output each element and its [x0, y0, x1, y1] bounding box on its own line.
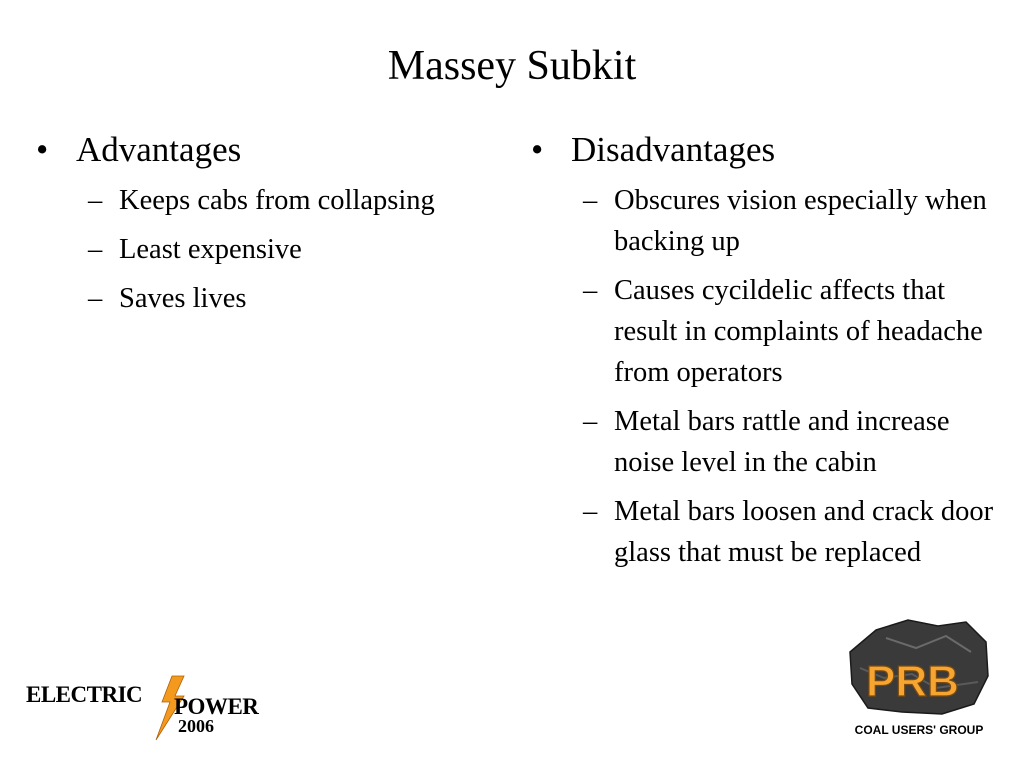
- list-item: [36, 229, 476, 270]
- list-item-text: Saves lives: [119, 283, 247, 314]
- list-item: [36, 180, 476, 221]
- disadvantages-column: [531, 128, 1001, 581]
- disadvantages-heading-text: Disadvantages: [571, 130, 776, 169]
- list-item: [531, 491, 1001, 573]
- list-item-text: Least expensive: [119, 234, 302, 265]
- dash-mark: –: [583, 185, 598, 216]
- slide-title: Massey Subkit: [387, 43, 637, 89]
- list-item-text: Keeps cabs from collapsing: [119, 185, 435, 216]
- bullet-mark: •: [531, 130, 544, 169]
- bullet-mark: •: [36, 130, 49, 169]
- prb-caption: COAL USERS' GROUP: [854, 723, 984, 737]
- dash-mark: –: [583, 275, 598, 306]
- logo-electric-text: ELECTRIC: [26, 682, 143, 707]
- advantages-column: [36, 128, 476, 327]
- disadvantages-list: [531, 180, 1001, 573]
- dash-mark: –: [88, 185, 103, 216]
- list-item-text: Metal bars rattle and increase noise level in the cabin: [614, 406, 950, 478]
- dash-mark: –: [88, 283, 103, 314]
- list-item-text: Causes cycildelic affects that result in complaints of headache from operators: [614, 275, 983, 388]
- list-item-text: Obscures vision especially when backing up: [614, 185, 987, 257]
- advantages-heading: [36, 128, 476, 172]
- electric-power-logo: [24, 672, 260, 744]
- dash-mark: –: [583, 406, 598, 437]
- logo-year-text: 2006: [178, 716, 214, 736]
- disadvantages-heading: [531, 128, 1001, 172]
- list-item: [531, 401, 1001, 483]
- dash-mark: –: [583, 496, 598, 527]
- list-item-text: Metal bars loosen and crack door glass that must be replaced: [614, 496, 994, 568]
- dash-mark: –: [88, 234, 103, 265]
- list-item: [531, 180, 1001, 262]
- prb-letters: PRB: [866, 657, 959, 706]
- list-item: [36, 278, 476, 319]
- advantages-list: [36, 180, 476, 319]
- logo-power-text: POWER: [174, 694, 259, 719]
- advantages-heading-text: Advantages: [76, 130, 242, 169]
- prb-coal-users-group-logo: [846, 618, 992, 742]
- list-item: [531, 270, 1001, 393]
